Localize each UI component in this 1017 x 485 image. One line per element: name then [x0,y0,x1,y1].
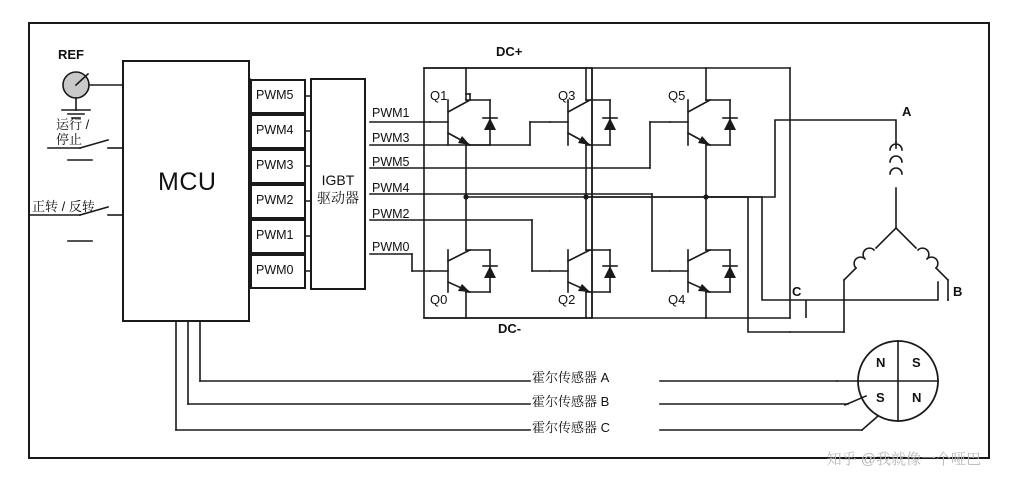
transistor-label-q5: Q5 [668,88,686,103]
rotor-pole-s-bottom: S [876,390,885,405]
driver-out-label-pwm5: PWM5 [372,155,410,169]
transistor-label-q4: Q4 [668,292,686,307]
transistor-label-q2: Q2 [558,292,576,307]
driver-out-label-pwm4: PWM4 [372,181,410,195]
motor-phase-label-b: B [953,284,963,299]
hall-sensor-label-c: 霍尔传感器 C [532,420,611,435]
mcu-pin-label-pwm0: PWM0 [256,263,294,277]
run-stop-label: 运行 / 停止 [56,117,90,147]
igbt-driver-label-line1: IGBT [321,172,355,188]
hall-sensor-label-a: 霍尔传感器 A [532,370,610,385]
mcu-pin-label-pwm1: PWM1 [256,228,294,242]
mcu-label: MCU [158,168,217,196]
mcu-pin-label-pwm5: PWM5 [256,88,294,102]
transistor-label-q0: Q0 [430,292,448,307]
dc-negative-label: DC- [498,321,522,336]
mcu-pin-label-pwm4: PWM4 [256,123,294,137]
motor-phase-label-c: C [792,284,802,299]
transistor-label-q3: Q3 [558,88,576,103]
forward-reverse-label: 正转 / 反转 [32,199,95,214]
igbt-driver-label-line2: 驱动器 [317,189,359,206]
hall-sensor-label-b: 霍尔传感器 B [532,394,610,409]
watermark-logo: 知乎 [826,451,857,468]
driver-out-label-pwm0: PWM0 [372,240,410,254]
ref-label: REF [58,47,84,62]
watermark-user: @我就像一个哑巴 [860,451,981,468]
driver-out-label-pwm2: PWM2 [372,207,410,221]
rotor-pole-s-top: S [912,355,921,370]
rotor-pole-n-bottom: N [912,390,922,405]
rotor-pole-n-top: N [876,355,886,370]
watermark [827,448,981,469]
dc-positive-label: DC+ [496,44,523,59]
mcu-pin-label-pwm2: PWM2 [256,193,294,207]
motor-phase-label-a: A [902,104,912,119]
driver-out-label-pwm3: PWM3 [372,131,410,145]
transistor-label-q1: Q1 [430,88,448,103]
mcu-pin-label-pwm3: PWM3 [256,158,294,172]
driver-out-label-pwm1: PWM1 [372,106,410,120]
igbt-driver-label [310,172,366,207]
